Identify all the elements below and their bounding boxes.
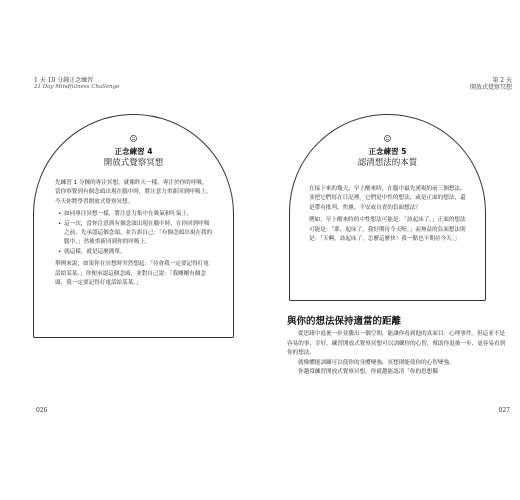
paragraph: 在接下來的幾天，早上醒來時，在腦中最先湧現的前三個想法，並把它們寫在日記裡。它們是中性的想法，或是正面的想法，還是帶有批判、焦慮、不安或自責的負面想法？ xyxy=(309,186,466,211)
right-running-head-title: 第 2 天 xyxy=(492,77,512,84)
paragraph: 就像體能訓練可以使你的身體變強，冥想則能使你的心智變強。 xyxy=(298,359,455,366)
left-running-head xyxy=(34,77,119,91)
practice-label: 正念練習 4 xyxy=(114,147,153,156)
paragraph: 從思緒中退後一步並騰出一個空間，能讓你看到他的真面目：心理事件。但這並不是容易的事，幸好，練習開放式覺察冥想可以訓練你的心智，幫助你退後一步，更容易看到你的想法。 xyxy=(287,331,506,356)
smile-icon xyxy=(130,135,137,142)
paragraph: 例如，早上醒來時的中性想法可能是：「該起床了。」正面的想法可能是：「耶，起床了，我好期待今天喔。」而無益的負面想法則是：「天啊，該起床了，怎麼這麼快！我一點也不期待今天。」 xyxy=(309,217,466,243)
practice-arch-frame xyxy=(33,114,234,338)
left-page xyxy=(5,70,259,430)
paragraph: 先練習 1 分鐘的專注冥想，就像昨天一樣，專注於你的呼吸，當你察覺到有個念頭出現在腦中時，將注意力重新回到呼吸上。今天你將學習開放式覺察冥想。 xyxy=(55,180,212,205)
practice-body xyxy=(55,179,213,291)
page-number: 027 xyxy=(498,407,510,414)
right-running-head xyxy=(470,77,512,91)
list-item: • 就這樣，就是這麼簡單。 xyxy=(55,248,213,257)
practice-title: 開放式覺察冥想 xyxy=(103,158,164,168)
section-heading: 與你的想法保持適當的距離 xyxy=(287,316,402,327)
section-body xyxy=(287,330,510,378)
practice-body xyxy=(309,185,468,247)
left-running-head-title: 1 天 10 分鐘正念練習 xyxy=(34,77,94,84)
practice-label: 正念練習 5 xyxy=(368,147,407,156)
left-running-head-subtitle: 21 Day Mindfulness Challenge xyxy=(34,84,120,90)
list-item: • 這一次，當你注意到有個念頭出現在腦中時，在你回到呼吸之前，先承認這個念頭，並告訴自己：「有個念頭出現在我的腦中。」然後重新回到你的呼吸上。 xyxy=(55,220,213,248)
paragraph: 舉例來說，如果你在冥想時突然想起：「待會我一定要記得打電話給某某。」你便承認這個念頭，並對自己說：「我剛剛有個念頭，我一定要記得打電話給某某。」 xyxy=(55,261,209,287)
right-page xyxy=(262,70,515,430)
practice-steps-list xyxy=(55,210,213,257)
paragraph: 你越常練習開放式覺察冥想，你就越能認清「你的思想獨 xyxy=(298,369,438,375)
practice-title: 認清想法的本質 xyxy=(357,158,418,168)
list-item: • 如同專注冥想一樣，將注意力集中在吸氣和吐氣上。 xyxy=(55,210,213,219)
practice-arch-frame xyxy=(289,114,486,301)
page-number: 026 xyxy=(36,407,48,414)
right-running-head-subtitle: 開放式覺察冥想 xyxy=(469,84,512,91)
smile-icon xyxy=(384,135,391,142)
